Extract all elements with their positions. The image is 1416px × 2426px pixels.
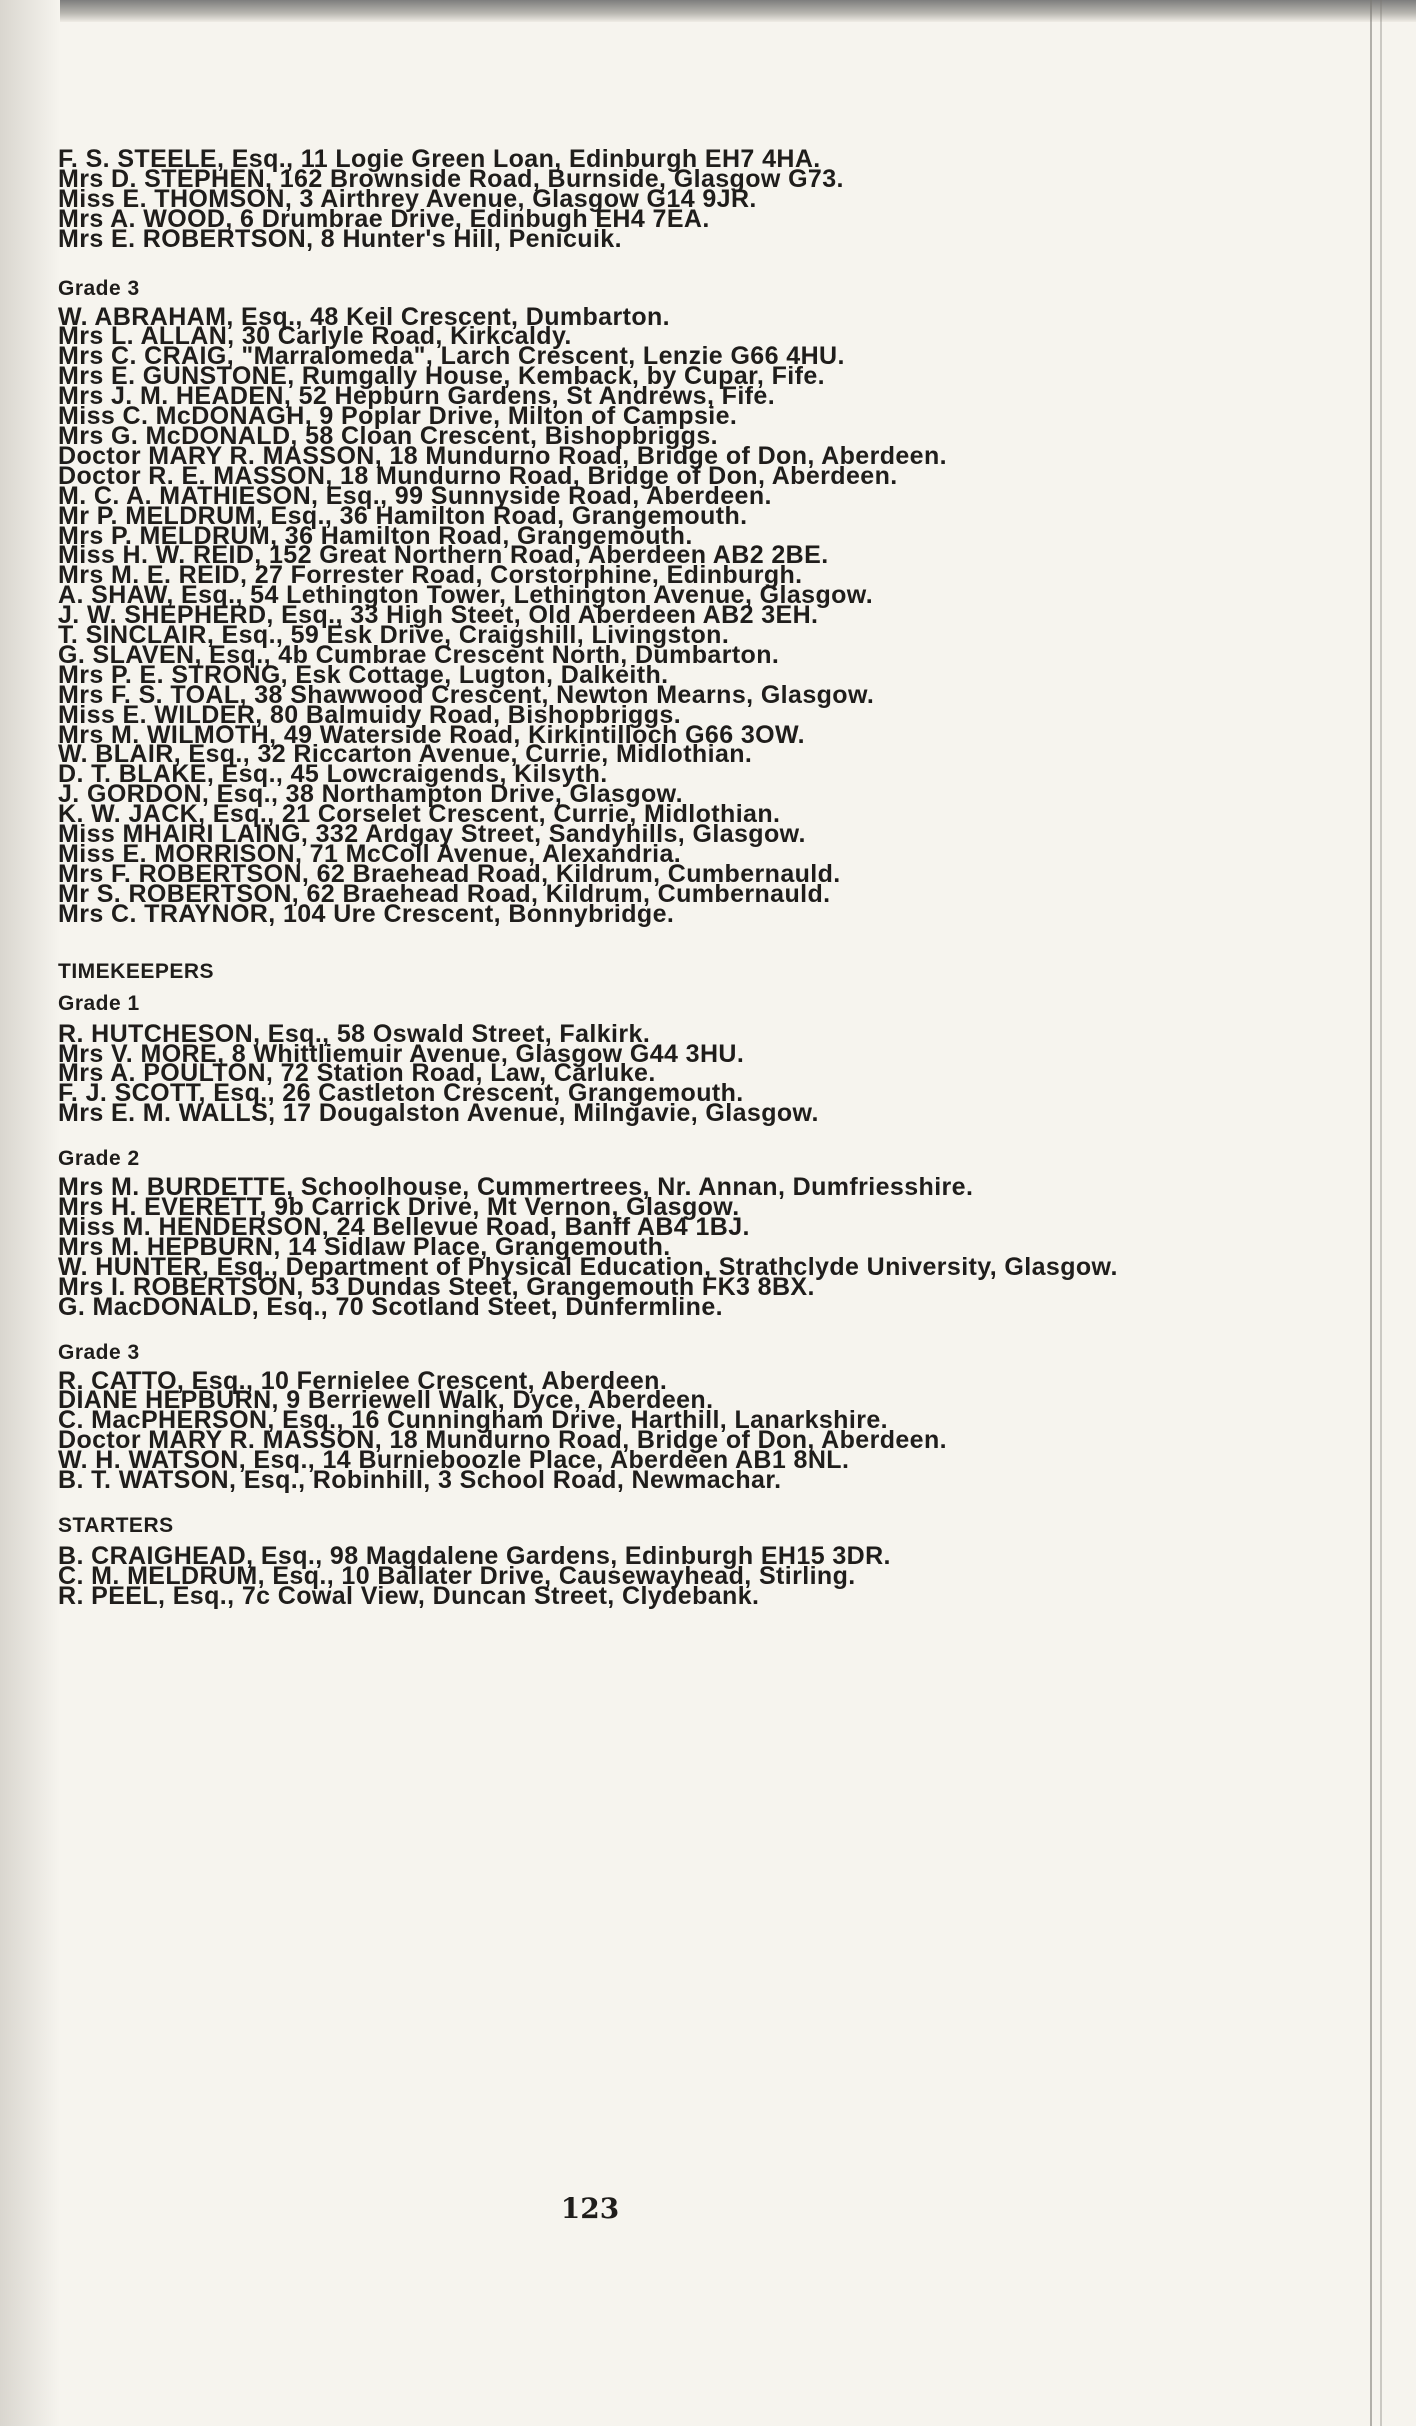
grade-heading: Grade 1 — [58, 991, 140, 1015]
timekeepers-grade3-entries — [58, 1366, 1378, 1495]
book-spine-line — [1380, 0, 1382, 2426]
list-item: Mrs M. HEPBURN, 14 Sidlaw Place, Grangemouth. — [58, 1232, 671, 1261]
list-item: J. GORDON, Esq., 38 Northampton Drive, Glasgow. — [58, 780, 683, 809]
list-item: Mrs F. S. TOAL, 38 Shawwood Crescent, Newton Mearns, Glasgow. — [58, 680, 875, 709]
list-item: Miss E. WILDER, 80 Balmuidy Road, Bishopbriggs. — [58, 700, 682, 729]
list-item: Mrs I. ROBERTSON, 53 Dundas Steet, Grangemouth FK3 8BX. — [58, 1272, 815, 1301]
list-item: R. CATTO, Esq., 10 Fernielee Crescent, Aberdeen. — [58, 1366, 668, 1395]
list-item: C. MacPHERSON, Esq., 16 Cunningham Drive, Harthill, Lanarkshire. — [58, 1406, 888, 1435]
list-item: Miss MHAIRI LAING, 332 Ardgay Street, Sandyhills, Glasgow. — [58, 820, 806, 849]
list-item: Mrs D. STEPHEN, 162 Brownside Road, Burnside, Glasgow G73. — [58, 164, 844, 193]
list-item: D. T. BLAKE, Esq., 45 Lowcraigends, Kilsyth. — [58, 760, 608, 789]
list-item: Mrs P. MELDRUM, 36 Hamilton Road, Grangemouth. — [58, 521, 693, 550]
list-item: W. BLAIR, Esq., 32 Riccarton Avenue, Currie, Midlothian. — [58, 740, 753, 769]
section-heading-timekeepers: TIMEKEEPERS — [58, 959, 215, 983]
list-item: Mr S. ROBERTSON, 62 Braehead Road, Kildrum, Cumbernauld. — [58, 879, 831, 908]
timekeepers-grade2-entries — [58, 1173, 1378, 1321]
list-item: Mrs M. WILMOTH, 49 Waterside Road, Kirkintilloch G66 3OW. — [58, 720, 805, 749]
list-item: Mrs G. McDONALD, 58 Cloan Crescent, Bishopbriggs. — [58, 421, 718, 450]
starters-entries — [58, 1541, 1378, 1610]
list-item: F. S. STEELE, Esq., 11 Logie Green Loan, Edinburgh EH7 4HA. — [58, 145, 821, 173]
list-item: DIANE HEPBURN, 9 Berriewell Walk, Dyce, Aberdeen. — [58, 1386, 714, 1415]
list-item: Mr P. MELDRUM, Esq., 36 Hamilton Road, Grangemouth. — [58, 501, 748, 530]
scan-left-shadow — [0, 0, 60, 2426]
list-item: R. PEEL, Esq., 7c Cowal View, Duncan Street, Clydebank. — [58, 1581, 760, 1610]
list-item: Miss C. McDONAGH, 9 Poplar Drive, Milton of Campsie. — [58, 402, 738, 431]
list-item: Miss E. MORRISON, 71 McColl Avenue, Alexandria. — [58, 840, 682, 868]
list-item: G. SLAVEN, Esq., 4b Cumbrae Crescent North, Dumbarton. — [58, 640, 780, 669]
list-item: Mrs A. WOOD, 6 Drumbrae Drive, Edinbugh EH4 7EA. — [58, 204, 710, 233]
timekeepers-grade1-entries — [58, 1019, 1378, 1128]
list-item: Doctor R. E. MASSON, 18 Mundurno Road, Bridge of Don, Aberdeen. — [58, 461, 898, 490]
list-item: Mrs E. M. WALLS, 17 Dougalston Avenue, Milngavie, Glasgow. — [58, 1099, 819, 1128]
list-item: Mrs M. BURDETTE, Schoolhouse, Cummertrees, Nr. Annan, Dumfriesshire. — [58, 1173, 974, 1202]
list-item: Mrs C. CRAIG, "Marralomeda", Larch Crescent, Lenzie G66 4HU. — [58, 342, 845, 371]
list-item: Mrs J. M. HEADEN, 52 Hepburn Gardens, St Andrews, Fife. — [58, 382, 776, 411]
grade-heading: Grade 3 — [58, 1340, 140, 1364]
list-item: Mrs E. GUNSTONE, Rumgally House, Kemback, by Cupar, Fife. — [58, 362, 825, 391]
list-item: Mrs M. E. REID, 27 Forrester Road, Corstorphine, Edinburgh. — [58, 561, 803, 590]
list-item: Mrs L. ALLAN, 30 Carlyle Road, Kirkcaldy. — [58, 322, 572, 351]
list-item: B. CRAIGHEAD, Esq., 98 Magdalene Gardens, Edinburgh EH15 3DR. — [58, 1541, 891, 1570]
list-item: Mrs F. ROBERTSON, 62 Braehead Road, Kildrum, Cumbernauld. — [58, 859, 841, 888]
list-item: Miss E. THOMSON, 3 Airthrey Avenue, Glasgow G14 9JR. — [58, 184, 757, 213]
list-item: Doctor MARY R. MASSON, 18 Mundurno Road, Bridge of Don, Aberdeen. — [58, 1426, 947, 1455]
list-item: Mrs H. EVERETT, 9b Carrick Drive, Mt Vernon, Glasgow. — [58, 1193, 740, 1222]
list-item: K. W. JACK, Esq., 21 Corselet Crescent, Currie, Midlothian. — [58, 800, 781, 829]
list-item: Miss H. W. REID, 152 Great Northern Road, Aberdeen AB2 2BE. — [58, 541, 829, 570]
list-item: Doctor MARY R. MASSON, 18 Mundurno Road, Bridge of Don, Aberdeen. — [58, 441, 947, 470]
list-item: M. C. A. MATHIESON, Esq., 99 Sunnyside Road, Aberdeen. — [58, 481, 772, 510]
list-item: W. H. WATSON, Esq., 14 Burnieboozle Place, Aberdeen AB1 8NL. — [58, 1446, 850, 1475]
list-item: W. HUNTER, Esq., Department of Physical Education, Strathclyde University, Glasgow. — [58, 1252, 1118, 1281]
grade-heading: Grade 2 — [58, 1147, 140, 1171]
list-item: T. SINCLAIR, Esq., 59 Esk Drive, Craigshill, Livingston. — [58, 621, 730, 650]
scan-top-shadow — [0, 0, 1416, 22]
list-item: Mrs P. E. STRONG, Esk Cottage, Lugton, Dalkeith. — [58, 660, 669, 689]
list-item: F. J. SCOTT, Esq., 26 Castleton Crescent, Grangemouth. — [58, 1079, 744, 1108]
section-heading-starters: STARTERS — [58, 1513, 174, 1537]
list-item: B. T. WATSON, Esq., Robinhill, 3 School Road, Newmachar. — [58, 1466, 782, 1495]
top-entries — [58, 145, 1378, 253]
list-item: W. ABRAHAM, Esq., 48 Keil Crescent, Dumbarton. — [58, 302, 671, 331]
list-item: R. HUTCHESON, Esq., 58 Oswald Street, Falkirk. — [58, 1019, 651, 1048]
list-item: Mrs E. ROBERTSON, 8 Hunter's Hill, Penicuik. — [58, 224, 622, 253]
grade-heading: Grade 3 — [58, 276, 140, 300]
list-item: Mrs V. MORE, 8 Whittliemuir Avenue, Glasgow G44 3HU. — [58, 1039, 745, 1068]
page-number: 123 — [560, 2192, 620, 2225]
list-item: G. MacDONALD, Esq., 70 Scotland Steet, Dunfermline. — [58, 1292, 723, 1321]
directory-page — [58, 145, 1378, 1610]
list-item: J. W. SHEPHERD, Esq., 33 High Steet, Old Aberdeen AB2 3EH. — [58, 601, 819, 630]
list-item: Miss M. HENDERSON, 24 Bellevue Road, Banff AB4 1BJ. — [58, 1212, 750, 1241]
list-item: Mrs C. TRAYNOR, 104 Ure Crescent, Bonnybridge. — [58, 899, 675, 928]
list-item: Mrs A. POULTON, 72 Station Road, Law, Carluke. — [58, 1059, 656, 1088]
list-item: A. SHAW, Esq., 54 Lethington Tower, Lethington Avenue, Glasgow. — [58, 581, 874, 610]
list-item: C. M. MELDRUM, Esq., 10 Ballater Drive, Causewayhead, Stirling. — [58, 1561, 856, 1590]
grade3-entries — [58, 302, 1378, 928]
